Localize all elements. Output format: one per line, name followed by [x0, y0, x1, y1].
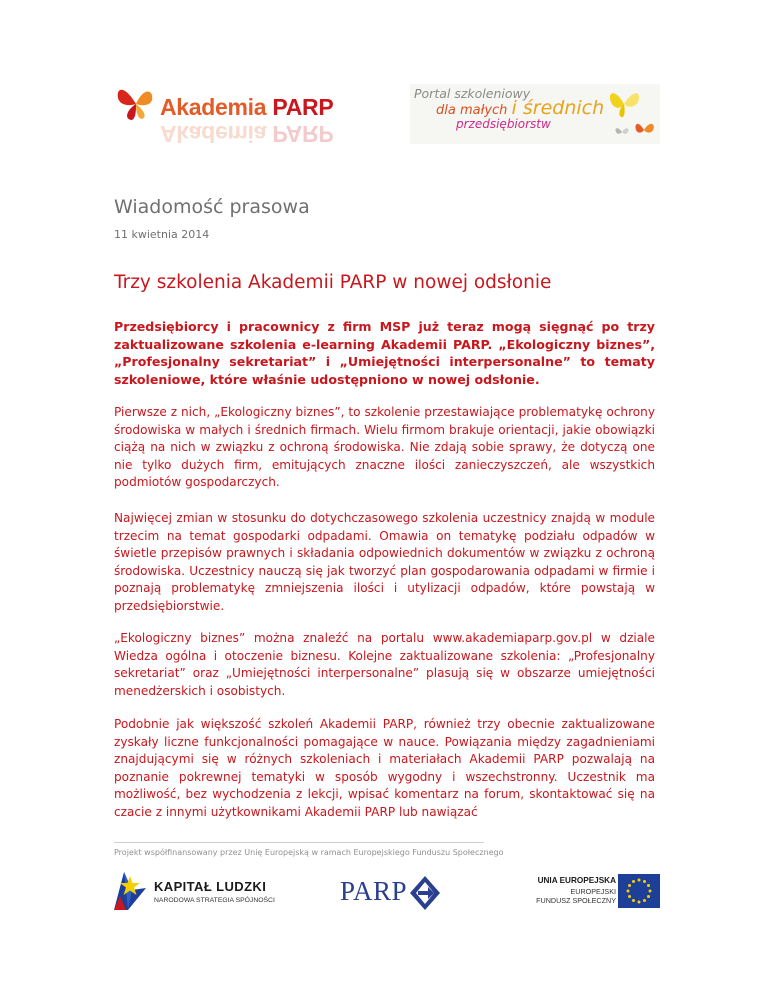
eu-line-1: UNIA EUROPEJSKA — [537, 876, 616, 885]
document-title: Trzy szkolenia Akademii PARP w nowej odsłonie — [114, 272, 552, 293]
butterfly-icon — [114, 84, 158, 124]
parp-emblem-icon — [410, 876, 440, 910]
lead-paragraph: Przedsiębiorcy i pracownicy z firm MSP już teraz mogą sięgnąć po trzy zaktualizowane szkolenia e-learning Akademii PARP. „Ekologiczny biznes”, „Profesjonalny sekretariat” i „Umiejętności interpersonalne” to tematy szkoleniowe, które właśnie udostępniono w nowej odsłonie. — [114, 319, 655, 387]
kapital-ludzki-star-icon — [110, 866, 150, 916]
kapital-ludzki-name: KAPITAŁ LUDZKI — [154, 879, 267, 894]
portal-szkoleniowy-logo — [410, 84, 660, 144]
eu-line-3: FUNDUSZ SPOŁECZNY — [536, 896, 616, 905]
body-paragraph-4: Podobnie jak większość szkoleń Akademii PARP, również trzy obecnie zaktualizowane zyskały liczne funkcjonalności pomagające w nauce. Powiązania między zagadnieniami znajdującymi się w różnych szkoleniach i materiałach Akademii PARP pozwalają na poznanie pokrewnej tematyki w sposób wygodny i wszechstronny. Uczestnik ma możliwość, bez wychodzenia z lekcji, wpisać komentarz na forum, skontaktować się na czacie z innymi użytkownikami Akademii PARP lub nawiązać — [114, 717, 655, 819]
kapital-ludzki-subtitle: NARODOWA STRATEGIA SPÓJNOŚCI — [154, 897, 275, 904]
unia-europejska-logo — [528, 874, 660, 910]
akademia-wordmark-reflection: Akademia PARP — [160, 121, 334, 147]
parp-wordmark: PARP — [340, 876, 408, 906]
document-type: Wiadomość prasowa — [114, 196, 310, 218]
body-paragraph-2: Najwięcej zmian w stosunku do dotychczasowego szkolenia uczestnicy znajdą w module trzecim na temat gospodarki odpadami. Omawia on tematykę podziału odpadów w świetle przepisów prawnych i składania odpowiednich dokumentów w związku z ochroną środowiska. Uczestnicy nauczą się jak tworzyć plan gospodarowania odpadami w firmie i poznają problematykę zmniejszenia ilości i utylizacji odpadów, które powstają w przedsiębiorstwie. — [114, 511, 655, 613]
parp-logo — [338, 870, 440, 916]
butterflies-icon — [608, 84, 660, 144]
eu-flag-icon — [618, 874, 660, 908]
document-date: 11 kwietnia 2014 — [114, 228, 210, 241]
portal-line-3: przedsiębiorstw — [456, 117, 551, 131]
body-paragraph-1: Pierwsze z nich, „Ekologiczny biznes”, to szkolenie przestawiające problematykę ochrony środowiska w małych i średnich firmach. Wielu firmom brakuje orientacji, jakie obowiązki ciążą na nich w związku z ochroną środowiska. Nie zdają sobie sprawy, że dotyczą one nie tylko dużych firm, emitujących znaczne ilości zanieczyszczeń, ale wszystkich podmiotów gospodarczych. — [114, 405, 655, 489]
portal-line-1: Portal szkoleniowy — [414, 86, 531, 101]
body-paragraph-3: „Ekologiczny biznes” można znaleźć na portalu www.akademiaparp.gov.pl w dziale Wiedza ogólna i otoczenie biznesu. Kolejne zaktualizowane szkolenia: „Profesjonalny sekretariat” oraz „Umiejętności interpersonalne” plasują się w obszarze umiejętności menedżerskich i osobistych. — [114, 631, 655, 698]
eu-line-2: EUROPEJSKI — [570, 887, 616, 896]
akademia-parp-logo — [112, 82, 334, 158]
portal-line-2: dla małych i średnich — [436, 97, 605, 119]
footer-cofinancing-note: Projekt współfinansowany przez Unię Europejską w ramach Europejskiego Funduszu Społecznego — [114, 848, 504, 857]
kapital-ludzki-logo — [110, 866, 280, 916]
akademia-wordmark: Akademia PARP — [160, 94, 334, 120]
footer-divider — [114, 842, 484, 843]
